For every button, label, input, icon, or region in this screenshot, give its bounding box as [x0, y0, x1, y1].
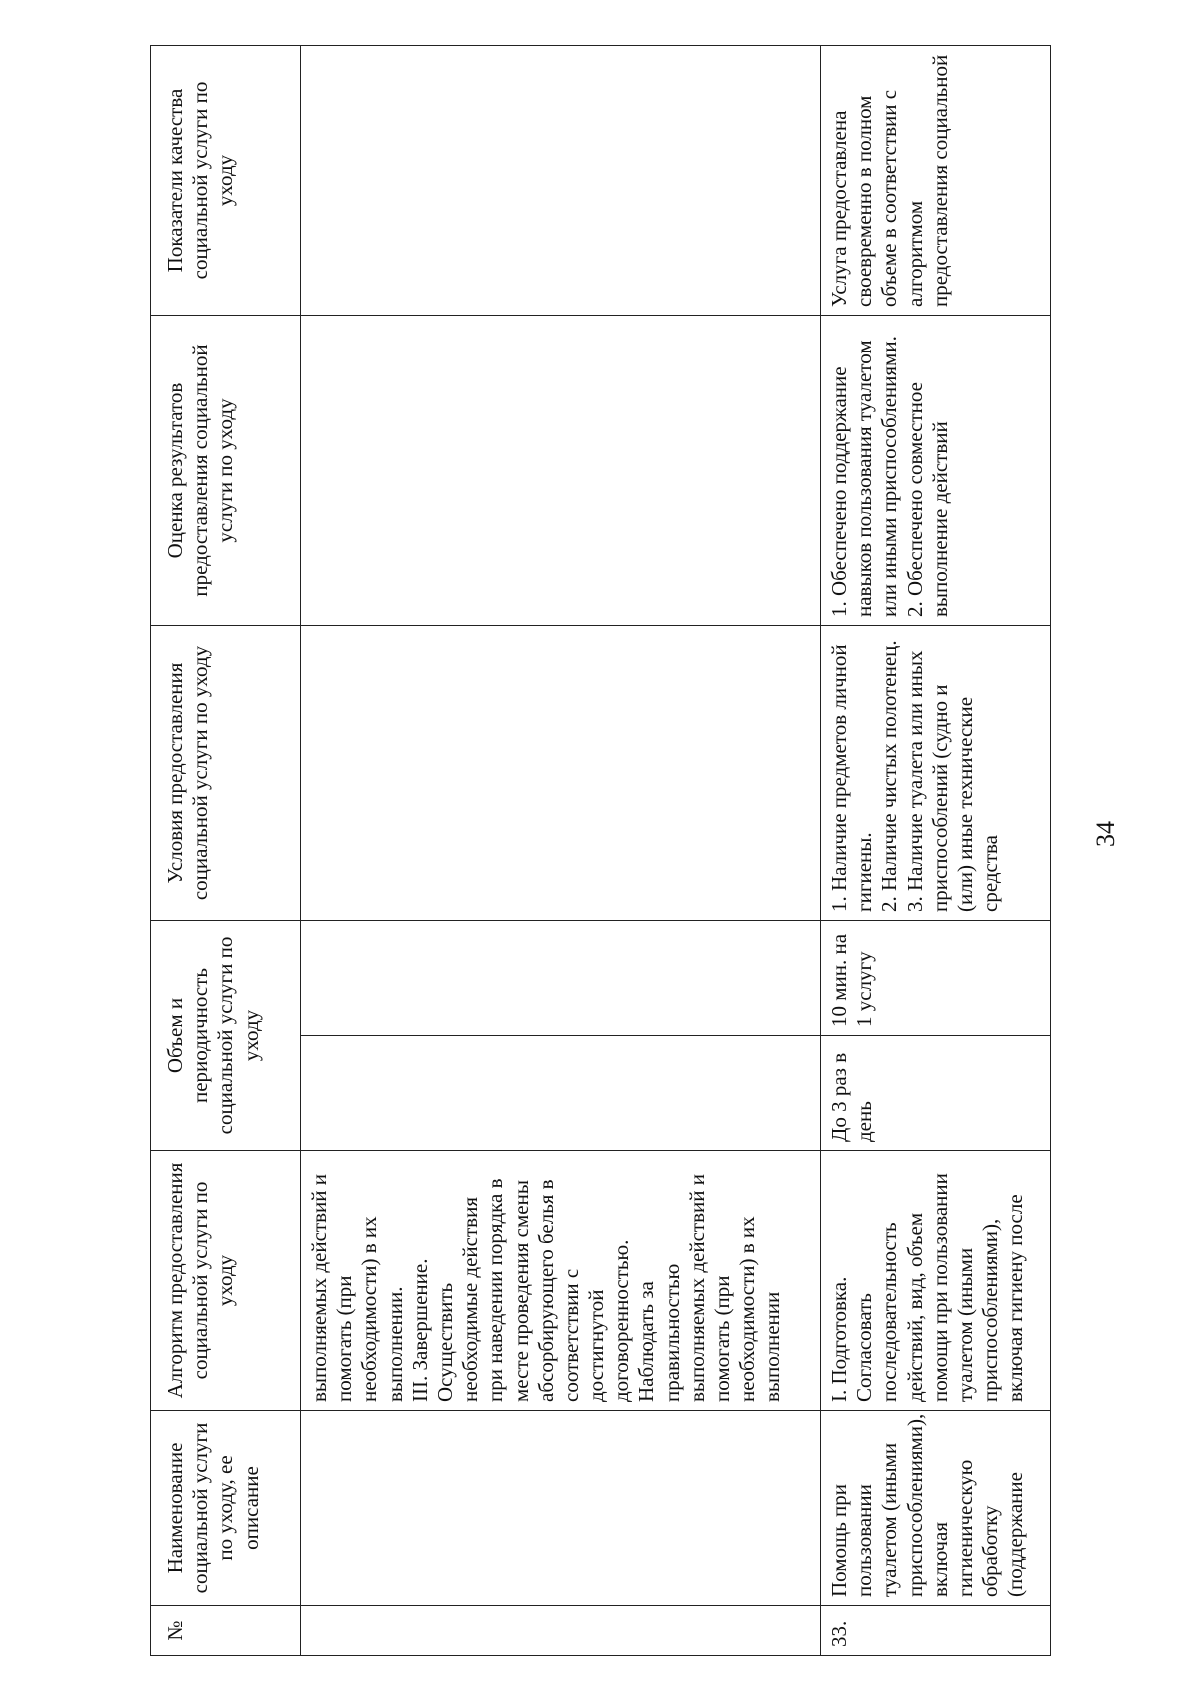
cell-volume-periodicity: До 3 раз в день [821, 1036, 1051, 1151]
header-conditions: Условия предоставления социальной услуги по уходу [151, 626, 301, 921]
cell-algorithm: выполняемых действий и помогать (при необходимости) в их выполнении. III. Завершение. Осуществить необходимые действия при наведении порядка в месте проведения смены абсорбирующего белья в соответствии с достигнутой договоренностью. Наблюдать за правильностью выполняемых действий и помогать (при необходимости) в их выполнении [301, 1151, 821, 1411]
cell-quality: Услуга предоставлена своевременно в полном объеме в соответствии с алгоритмом предоставления социальной [821, 46, 1051, 316]
table-row [821, 46, 1051, 1656]
cell-quality [301, 46, 821, 316]
table-header-row [151, 46, 301, 1656]
header-number: № [151, 1606, 301, 1656]
page-number: 34 [1091, 821, 1120, 847]
header-name: Наименование социальной услуги по уходу, ее описание [151, 1411, 301, 1606]
services-table [150, 45, 1051, 1656]
cell-evaluation [301, 316, 821, 626]
cell-volume-amount: 10 мин. на 1 услугу [821, 921, 1051, 1036]
cell-algorithm: I. Подготовка. Согласовать последовательность действий, вид, объем помощи при пользовании туалетом (иными приспособлениями), включая гигиену после [821, 1151, 1051, 1411]
table-container [150, 46, 1050, 1656]
cell-volume-amount [301, 921, 821, 1036]
rotated-page [150, 46, 1050, 1656]
cell-name [301, 1411, 821, 1606]
cell-number: 33. [821, 1606, 1051, 1656]
header-algorithm: Алгоритм предоставления социальной услуги по уходу [151, 1151, 301, 1411]
cell-volume-periodicity [301, 1036, 821, 1151]
cell-evaluation: 1. Обеспечено поддержание навыков пользования туалетом или иными приспособлениями. 2. Обеспечено совместное выполнение действий [821, 316, 1051, 626]
cell-conditions [301, 626, 821, 921]
header-volume: Объем и периодичность социальной услуги по уходу [151, 921, 301, 1151]
header-quality: Показатели качества социальной услуги по уходу [151, 46, 301, 316]
table-row [301, 46, 821, 1656]
cell-name: Помощь при пользовании туалетом (иными приспособлениями), включая гигиеническую обработку (поддержание [821, 1411, 1051, 1606]
cell-conditions: 1. Наличие предметов личной гигиены. 2. Наличие чистых полотенец. 3. Наличие туалета или иных приспособлений (судно и (или) иные технические средства [821, 626, 1051, 921]
header-evaluation: Оценка результатов предоставления социальной услуги по уходу [151, 316, 301, 626]
cell-number [301, 1606, 821, 1656]
